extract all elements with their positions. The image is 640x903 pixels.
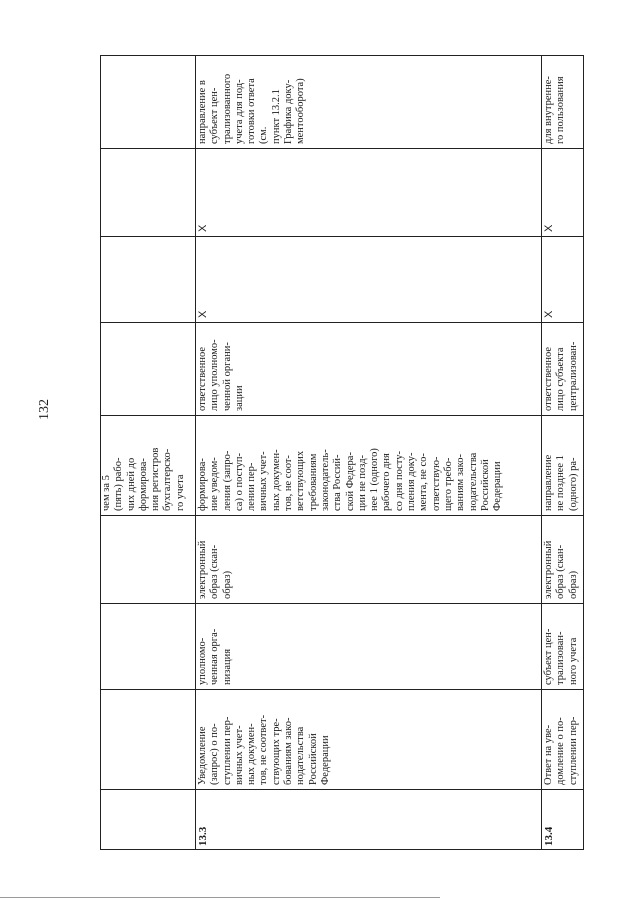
rotated-table-content [100,55,584,850]
cell-creator: субъект цен- трализован- ного учета [542,603,584,689]
cell-responsible: ответственное лицо уполномо- ченной органи- зации [196,322,541,415]
cell-mark-a: Х [542,236,584,322]
cell-mark-b [100,148,195,236]
cell-creator [100,603,195,689]
cell-number: 13.3 [196,789,541,850]
cell-destination [100,55,195,148]
cell-form [100,515,195,603]
table-row-13-4 [542,55,584,850]
cell-mark-b: Х [196,148,541,236]
cell-deadline: формирова- ние уведом- ления (запро- са) о поступ- лении пер- вичных учет- ных докумен- тов, не соот- ветствующих требованиям законодатель- ства Россий- ской Федера- ции не позд- нее 1 (одного) рабочего дня со дня посту- пления доку- мента, не со- ответствую- щего требо- ваниям зако- нодательства Российской Федерации [196,415,541,515]
cell-destination: для внутренне- го пользования [543,76,567,144]
cell-document: Уведомление (запрос) о по- ступлении пер- вичных учет- ных докумен- тов, не соответ- ствующих тре- бованиям зако- нодательства Российской Федерации [196,689,541,789]
cell-document [100,689,195,789]
cell-form: электронный образ (скан- образ) [542,515,584,603]
cell-mark-a [100,236,195,322]
cell-responsible: ответственное лицо субъекта централизован- [542,322,584,415]
table-row-continuation [100,55,196,850]
cell-document: Ответ на уве- домление о по- ступлении пер- [542,689,584,789]
table-row-13-3 [196,55,542,850]
page-number: 132 [37,399,52,420]
cell-number [100,789,195,850]
cell-mark-b: Х [542,148,584,236]
cell-deadline: направление не позднее 1 (одного) ра- [542,415,584,515]
bottom-divider [0,897,440,898]
cell-number: 13.4 [542,789,584,850]
cell-creator: уполномо- ченная орга- низация [196,603,541,689]
cell-destination: направление в субъект цен- трализованного учета для под- готовки ответа (см. пункт 13.2.1 Графика доку- ментооборота) [197,73,307,144]
cell-form: электронный образ (скан- образ) [196,515,541,603]
cell-deadline: чем за 5 (пять) рабо- чих дней до формирова- ния регистров бухгалтерско- го учета [100,415,195,515]
cell-responsible [100,322,195,415]
cell-mark-a: Х [196,236,541,322]
